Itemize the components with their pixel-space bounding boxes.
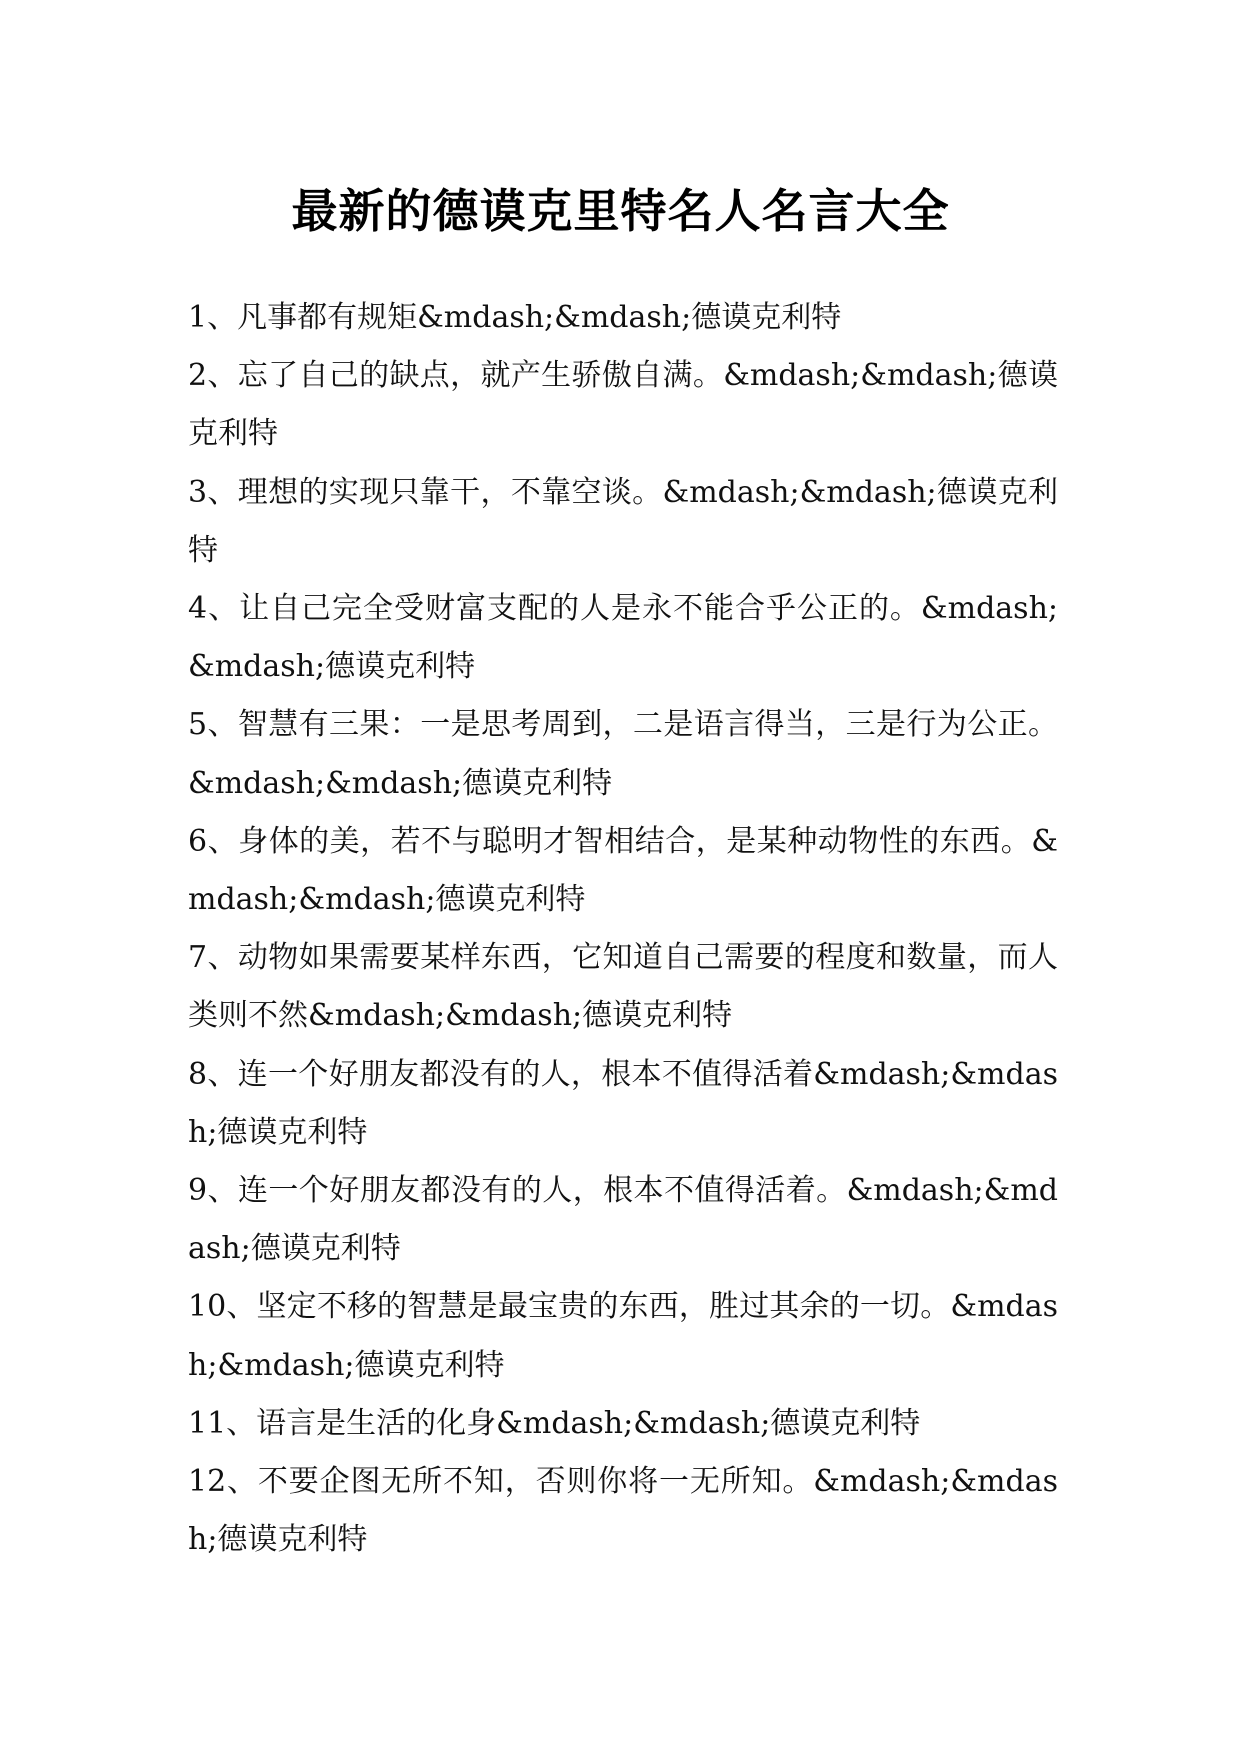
quote-item-4: 4、让自己完全受财富支配的人是永不能合乎公正的。&mdash;&mdash;德谟克利特 (188, 591, 1058, 685)
quote-item-3: 3、理想的实现只靠干，不靠空谈。&mdash;&mdash;德谟克利特 (188, 474, 1058, 568)
quote-item-12: 12、不要企图无所不知，否则你将一无所知。&mdash;&mdash;德谟克利特 (188, 1464, 1058, 1558)
quote-item-6: 6、身体的美，若不与聪明才智相结合，是某种动物性的东西。&mdash;&mdash;德谟克利特 (188, 823, 1058, 918)
quote-item-5: 5、智慧有三果：一是思考周到，二是语言得当，三是行为公正。&mdash;&mdash;德谟克利特 (188, 707, 1058, 801)
quote-item-8: 8、连一个好朋友都没有的人，根本不值得活着&mdash;&mdash;德谟克利特 (188, 1056, 1058, 1150)
quote-item-9: 9、连一个好朋友都没有的人，根本不值得活着。&mdash;&mdash;德谟克利特 (188, 1173, 1058, 1267)
quote-item-1: 1、凡事都有规矩&mdash;&mdash;德谟克利特 (188, 300, 842, 335)
quote-item-10: 10、坚定不移的智慧是最宝贵的东西，胜过其余的一切。&mdash;&mdash;德谟克利特 (188, 1289, 1058, 1383)
quote-item-11: 11、语言是生活的化身&mdash;&mdash;德谟克利特 (188, 1405, 921, 1441)
quote-list (188, 289, 1058, 1569)
quote-item-2: 2、忘了自己的缺点，就产生骄傲自满。&mdash;&mdash;德谟克利特 (188, 358, 1058, 452)
quote-item-7: 7、动物如果需要某样东西，它知道自己需要的程度和数量，而人类则不然&mdash;&mdash;德谟克利特 (188, 940, 1058, 1034)
document-title: 最新的德谟克里特名人名言大全 (291, 183, 950, 238)
